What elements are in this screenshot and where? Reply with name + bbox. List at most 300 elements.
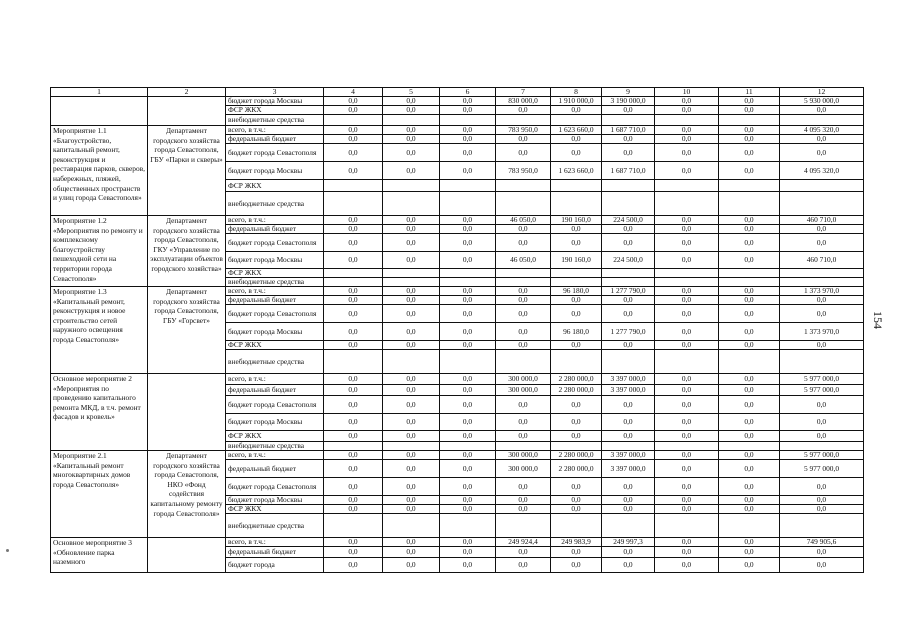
amount-cell: 0,0 bbox=[383, 431, 440, 442]
amount-cell: 0,0 bbox=[719, 126, 780, 135]
amount-cell: 0,0 bbox=[440, 144, 496, 162]
amount-cell: 0,0 bbox=[780, 234, 864, 252]
amount-cell: 0,0 bbox=[440, 216, 496, 225]
amount-cell: 0,0 bbox=[324, 126, 383, 135]
amount-cell bbox=[780, 442, 864, 451]
amount-cell bbox=[383, 269, 440, 278]
amount-cell: 0,0 bbox=[496, 135, 551, 144]
amount-cell: 0,0 bbox=[602, 496, 655, 505]
column-number: 4 bbox=[324, 88, 383, 97]
funding-source: бюджет города Москвы bbox=[226, 252, 324, 269]
amount-cell: 5 977 000,0 bbox=[780, 374, 864, 385]
amount-cell: 0,0 bbox=[655, 341, 719, 350]
amount-cell: 0,0 bbox=[496, 144, 551, 162]
amount-cell: 0,0 bbox=[440, 547, 496, 558]
amount-cell: 0,0 bbox=[440, 478, 496, 496]
amount-cell: 0,0 bbox=[655, 287, 719, 296]
amount-cell: 0,0 bbox=[551, 106, 602, 115]
amount-cell bbox=[719, 278, 780, 287]
amount-cell: 0,0 bbox=[655, 162, 719, 180]
amount-cell: 0,0 bbox=[440, 323, 496, 341]
amount-cell: 0,0 bbox=[655, 505, 719, 514]
amount-cell: 1 373 970,0 bbox=[780, 287, 864, 296]
amount-cell: 0,0 bbox=[655, 496, 719, 505]
amount-cell: 0,0 bbox=[324, 414, 383, 431]
amount-cell bbox=[324, 192, 383, 216]
amount-cell: 0,0 bbox=[440, 126, 496, 135]
amount-cell: 0,0 bbox=[496, 323, 551, 341]
amount-cell: 249 997,3 bbox=[602, 538, 655, 547]
funding-source: бюджет города Севастополя bbox=[226, 396, 324, 414]
amount-cell: 3 397 000,0 bbox=[602, 451, 655, 460]
amount-cell: 783 950,0 bbox=[496, 126, 551, 135]
amount-cell: 0,0 bbox=[383, 252, 440, 269]
column-number: 2 bbox=[148, 88, 226, 97]
amount-cell: 460 710,0 bbox=[780, 216, 864, 225]
amount-cell: 0,0 bbox=[719, 97, 780, 106]
budget-table bbox=[50, 87, 864, 573]
funding-source: ФСР ЖКХ bbox=[226, 505, 324, 514]
funding-source: бюджет города Москвы bbox=[226, 414, 324, 431]
amount-cell: 5 977 000,0 bbox=[780, 451, 864, 460]
amount-cell: 0,0 bbox=[383, 135, 440, 144]
measure-name bbox=[51, 97, 148, 126]
table-row bbox=[51, 97, 864, 106]
funding-source: внебюджетные средства bbox=[226, 514, 324, 538]
amount-cell bbox=[324, 350, 383, 374]
amount-cell: 0,0 bbox=[655, 558, 719, 573]
amount-cell: 0,0 bbox=[383, 505, 440, 514]
amount-cell: 0,0 bbox=[780, 135, 864, 144]
amount-cell: 0,0 bbox=[440, 505, 496, 514]
funding-source: всего, в т.ч.: bbox=[226, 451, 324, 460]
funding-source: бюджет города Севастополя bbox=[226, 234, 324, 252]
funding-source: всего, в т.ч.: bbox=[226, 374, 324, 385]
amount-cell: 300 000,0 bbox=[496, 460, 551, 478]
amount-cell: 0,0 bbox=[719, 496, 780, 505]
amount-cell: 0,0 bbox=[551, 505, 602, 514]
amount-cell: 0,0 bbox=[655, 296, 719, 305]
amount-cell: 3 190 000,0 bbox=[602, 97, 655, 106]
amount-cell: 0,0 bbox=[719, 106, 780, 115]
amount-cell bbox=[780, 514, 864, 538]
funding-source: всего, в т.ч.: bbox=[226, 216, 324, 225]
amount-cell: 0,0 bbox=[383, 460, 440, 478]
amount-cell: 0,0 bbox=[324, 385, 383, 396]
amount-cell: 0,0 bbox=[551, 296, 602, 305]
amount-cell: 46 050,0 bbox=[496, 216, 551, 225]
funding-source: внебюджетные средства bbox=[226, 350, 324, 374]
amount-cell: 0,0 bbox=[383, 225, 440, 234]
amount-cell: 0,0 bbox=[324, 505, 383, 514]
amount-cell: 0,0 bbox=[440, 135, 496, 144]
column-number: 8 bbox=[551, 88, 602, 97]
amount-cell bbox=[719, 442, 780, 451]
amount-cell: 0,0 bbox=[719, 414, 780, 431]
amount-cell: 0,0 bbox=[602, 234, 655, 252]
amount-cell: 0,0 bbox=[383, 385, 440, 396]
amount-cell: 0,0 bbox=[780, 558, 864, 573]
amount-cell: 0,0 bbox=[655, 234, 719, 252]
amount-cell: 0,0 bbox=[602, 225, 655, 234]
amount-cell bbox=[655, 442, 719, 451]
amount-cell: 0,0 bbox=[719, 144, 780, 162]
amount-cell bbox=[496, 269, 551, 278]
amount-cell: 0,0 bbox=[496, 396, 551, 414]
amount-cell bbox=[780, 269, 864, 278]
amount-cell: 0,0 bbox=[440, 341, 496, 350]
amount-cell: 0,0 bbox=[496, 547, 551, 558]
amount-cell: 0,0 bbox=[655, 547, 719, 558]
amount-cell: 0,0 bbox=[324, 323, 383, 341]
amount-cell: 0,0 bbox=[440, 305, 496, 323]
amount-cell: 0,0 bbox=[383, 396, 440, 414]
amount-cell: 1 623 660,0 bbox=[551, 126, 602, 135]
amount-cell: 0,0 bbox=[655, 478, 719, 496]
amount-cell: 0,0 bbox=[719, 374, 780, 385]
amount-cell bbox=[383, 278, 440, 287]
funding-source: ФСР ЖКХ bbox=[226, 180, 324, 192]
amount-cell bbox=[655, 180, 719, 192]
amount-cell: 0,0 bbox=[324, 252, 383, 269]
amount-cell bbox=[655, 192, 719, 216]
amount-cell: 0,0 bbox=[383, 538, 440, 547]
amount-cell bbox=[383, 192, 440, 216]
budget-table-sheet bbox=[50, 87, 863, 573]
funding-source: внебюджетные средства bbox=[226, 115, 324, 126]
column-number: 5 bbox=[383, 88, 440, 97]
amount-cell: 4 095 320,0 bbox=[780, 126, 864, 135]
amount-cell: 0,0 bbox=[655, 225, 719, 234]
amount-cell: 0,0 bbox=[440, 431, 496, 442]
amount-cell: 0,0 bbox=[324, 234, 383, 252]
amount-cell bbox=[324, 514, 383, 538]
amount-cell: 0,0 bbox=[324, 287, 383, 296]
table-row bbox=[51, 451, 864, 460]
amount-cell: 0,0 bbox=[496, 296, 551, 305]
amount-cell: 0,0 bbox=[719, 323, 780, 341]
amount-cell bbox=[440, 350, 496, 374]
funding-source: бюджет города Москвы bbox=[226, 97, 324, 106]
amount-cell: 5 977 000,0 bbox=[780, 460, 864, 478]
amount-cell: 5 977 000,0 bbox=[780, 385, 864, 396]
amount-cell: 0,0 bbox=[440, 414, 496, 431]
amount-cell: 0,0 bbox=[324, 305, 383, 323]
scan-dot bbox=[6, 549, 9, 552]
amount-cell: 0,0 bbox=[719, 431, 780, 442]
amount-cell: 0,0 bbox=[655, 538, 719, 547]
funding-source: внебюджетные средства bbox=[226, 278, 324, 287]
amount-cell: 0,0 bbox=[440, 558, 496, 573]
amount-cell: 0,0 bbox=[383, 478, 440, 496]
amount-cell: 3 397 000,0 bbox=[602, 460, 655, 478]
amount-cell: 0,0 bbox=[440, 460, 496, 478]
amount-cell: 0,0 bbox=[496, 496, 551, 505]
amount-cell bbox=[440, 115, 496, 126]
amount-cell: 0,0 bbox=[496, 414, 551, 431]
amount-cell bbox=[383, 442, 440, 451]
amount-cell: 2 280 000,0 bbox=[551, 451, 602, 460]
amount-cell: 0,0 bbox=[780, 225, 864, 234]
amount-cell: 0,0 bbox=[324, 144, 383, 162]
amount-cell: 0,0 bbox=[496, 478, 551, 496]
amount-cell: 0,0 bbox=[496, 305, 551, 323]
amount-cell: 0,0 bbox=[655, 414, 719, 431]
funding-source: бюджет города Севастополя bbox=[226, 144, 324, 162]
amount-cell: 0,0 bbox=[719, 287, 780, 296]
amount-cell bbox=[496, 350, 551, 374]
amount-cell: 0,0 bbox=[655, 374, 719, 385]
amount-cell bbox=[383, 514, 440, 538]
amount-cell: 1 277 790,0 bbox=[602, 323, 655, 341]
amount-cell: 0,0 bbox=[324, 547, 383, 558]
amount-cell: 0,0 bbox=[496, 106, 551, 115]
executor: Департамент городского хозяйства города Севастополя, ГБУ «Горсвет» bbox=[148, 287, 226, 374]
funding-source: федеральный бюджет bbox=[226, 135, 324, 144]
amount-cell: 3 397 000,0 bbox=[602, 374, 655, 385]
amount-cell bbox=[780, 192, 864, 216]
amount-cell: 0,0 bbox=[324, 460, 383, 478]
amount-cell: 300 000,0 bbox=[496, 385, 551, 396]
amount-cell: 0,0 bbox=[655, 396, 719, 414]
table-row bbox=[51, 287, 864, 296]
amount-cell: 0,0 bbox=[440, 451, 496, 460]
amount-cell: 0,0 bbox=[383, 296, 440, 305]
amount-cell: 0,0 bbox=[551, 414, 602, 431]
funding-source: всего, в т.ч.: bbox=[226, 126, 324, 135]
amount-cell bbox=[602, 350, 655, 374]
amount-cell: 0,0 bbox=[324, 538, 383, 547]
amount-cell: 0,0 bbox=[551, 547, 602, 558]
amount-cell: 1 373 970,0 bbox=[780, 323, 864, 341]
amount-cell: 0,0 bbox=[551, 396, 602, 414]
executor bbox=[148, 538, 226, 573]
amount-cell: 0,0 bbox=[496, 225, 551, 234]
executor bbox=[148, 374, 226, 451]
amount-cell: 0,0 bbox=[383, 305, 440, 323]
amount-cell: 0,0 bbox=[719, 341, 780, 350]
amount-cell bbox=[602, 269, 655, 278]
measure-name: Основное мероприятие 3 «Обновление парка наземного bbox=[51, 538, 148, 573]
amount-cell bbox=[324, 115, 383, 126]
amount-cell: 0,0 bbox=[324, 225, 383, 234]
amount-cell: 0,0 bbox=[383, 106, 440, 115]
measure-name: Мероприятие 1.1 «Благоустройство, капитальный ремонт, реконструкция и реставрация парков, скверов, набережных, пляжей, общественных пространств и улиц города Севастополя» bbox=[51, 126, 148, 216]
amount-cell: 0,0 bbox=[324, 106, 383, 115]
amount-cell: 0,0 bbox=[440, 234, 496, 252]
funding-source: ФСР ЖКХ bbox=[226, 106, 324, 115]
amount-cell bbox=[655, 514, 719, 538]
executor bbox=[148, 97, 226, 126]
amount-cell bbox=[440, 269, 496, 278]
amount-cell bbox=[496, 115, 551, 126]
amount-cell: 0,0 bbox=[655, 305, 719, 323]
amount-cell: 0,0 bbox=[496, 234, 551, 252]
amount-cell bbox=[551, 269, 602, 278]
amount-cell: 0,0 bbox=[496, 431, 551, 442]
amount-cell: 224 500,0 bbox=[602, 252, 655, 269]
amount-cell: 0,0 bbox=[780, 431, 864, 442]
funding-source: федеральный бюджет bbox=[226, 296, 324, 305]
amount-cell: 0,0 bbox=[324, 496, 383, 505]
amount-cell: 0,0 bbox=[551, 234, 602, 252]
funding-source: бюджет города Москвы bbox=[226, 323, 324, 341]
amount-cell bbox=[496, 278, 551, 287]
amount-cell: 0,0 bbox=[440, 385, 496, 396]
amount-cell: 0,0 bbox=[440, 496, 496, 505]
executor: Департамент городского хозяйства города Севастополя, ГКУ «Управление по эксплуатации объектов городского хозяйства» bbox=[148, 216, 226, 287]
funding-source: федеральный бюджет bbox=[226, 225, 324, 234]
amount-cell: 0,0 bbox=[383, 162, 440, 180]
amount-cell: 1 910 000,0 bbox=[551, 97, 602, 106]
amount-cell: 0,0 bbox=[602, 414, 655, 431]
amount-cell: 96 180,0 bbox=[551, 287, 602, 296]
amount-cell: 0,0 bbox=[780, 296, 864, 305]
amount-cell bbox=[496, 514, 551, 538]
amount-cell: 0,0 bbox=[602, 431, 655, 442]
amount-cell bbox=[551, 180, 602, 192]
amount-cell: 0,0 bbox=[719, 460, 780, 478]
amount-cell: 1 277 790,0 bbox=[602, 287, 655, 296]
funding-source: бюджет города Севастополя bbox=[226, 305, 324, 323]
amount-cell: 0,0 bbox=[383, 414, 440, 431]
table-row bbox=[51, 538, 864, 547]
column-number: 12 bbox=[780, 88, 864, 97]
amount-cell: 0,0 bbox=[719, 385, 780, 396]
amount-cell: 0,0 bbox=[324, 97, 383, 106]
amount-cell bbox=[655, 350, 719, 374]
funding-source: бюджет города Москвы bbox=[226, 162, 324, 180]
amount-cell: 1 623 660,0 bbox=[551, 162, 602, 180]
amount-cell: 0,0 bbox=[551, 558, 602, 573]
amount-cell bbox=[719, 514, 780, 538]
amount-cell bbox=[383, 180, 440, 192]
amount-cell bbox=[655, 269, 719, 278]
amount-cell bbox=[496, 180, 551, 192]
funding-source: ФСР ЖКХ bbox=[226, 341, 324, 350]
amount-cell: 0,0 bbox=[440, 396, 496, 414]
amount-cell: 190 160,0 bbox=[551, 252, 602, 269]
amount-cell: 0,0 bbox=[602, 478, 655, 496]
amount-cell: 0,0 bbox=[602, 305, 655, 323]
amount-cell: 0,0 bbox=[719, 216, 780, 225]
amount-cell: 0,0 bbox=[440, 287, 496, 296]
amount-cell: 0,0 bbox=[324, 162, 383, 180]
amount-cell: 0,0 bbox=[324, 431, 383, 442]
table-row bbox=[51, 216, 864, 225]
amount-cell: 0,0 bbox=[655, 451, 719, 460]
amount-cell bbox=[324, 442, 383, 451]
amount-cell bbox=[602, 180, 655, 192]
executor: Департамент городского хозяйства города Севастополя, НКО «Фонд содействия капитальному ремонту города Севастополя» bbox=[148, 451, 226, 538]
measure-name: Основное мероприятие 2 «Мероприятия по проведению капитального ремонта МКД, в т.ч. ремонт фасадов и кровель» bbox=[51, 374, 148, 451]
amount-cell: 0,0 bbox=[383, 558, 440, 573]
amount-cell bbox=[719, 269, 780, 278]
column-number: 9 bbox=[602, 88, 655, 97]
amount-cell: 0,0 bbox=[655, 252, 719, 269]
amount-cell: 0,0 bbox=[496, 558, 551, 573]
amount-cell: 0,0 bbox=[780, 106, 864, 115]
table-row bbox=[51, 374, 864, 385]
measure-name: Мероприятие 1.2 «Мероприятия по ремонту и комплексному благоустройству пешеходной сети на территории города Севастополя» bbox=[51, 216, 148, 287]
amount-cell: 0,0 bbox=[496, 287, 551, 296]
amount-cell: 0,0 bbox=[551, 341, 602, 350]
amount-cell: 0,0 bbox=[383, 287, 440, 296]
amount-cell bbox=[655, 115, 719, 126]
amount-cell: 0,0 bbox=[383, 451, 440, 460]
amount-cell: 249 983,9 bbox=[551, 538, 602, 547]
funding-source: внебюджетные средства bbox=[226, 192, 324, 216]
amount-cell: 0,0 bbox=[324, 558, 383, 573]
amount-cell bbox=[780, 278, 864, 287]
funding-source: федеральный бюджет bbox=[226, 547, 324, 558]
amount-cell: 0,0 bbox=[496, 505, 551, 514]
amount-cell: 0,0 bbox=[440, 162, 496, 180]
amount-cell: 0,0 bbox=[383, 97, 440, 106]
amount-cell: 0,0 bbox=[324, 216, 383, 225]
amount-cell: 0,0 bbox=[383, 547, 440, 558]
amount-cell: 0,0 bbox=[655, 126, 719, 135]
amount-cell: 0,0 bbox=[655, 144, 719, 162]
amount-cell: 0,0 bbox=[324, 296, 383, 305]
amount-cell: 0,0 bbox=[655, 135, 719, 144]
amount-cell bbox=[551, 514, 602, 538]
amount-cell: 0,0 bbox=[780, 305, 864, 323]
amount-cell bbox=[780, 115, 864, 126]
funding-source: всего, в т.ч.: bbox=[226, 287, 324, 296]
amount-cell: 300 000,0 bbox=[496, 451, 551, 460]
amount-cell bbox=[324, 180, 383, 192]
amount-cell: 0,0 bbox=[655, 385, 719, 396]
amount-cell bbox=[719, 180, 780, 192]
amount-cell: 0,0 bbox=[383, 341, 440, 350]
amount-cell bbox=[551, 350, 602, 374]
amount-cell: 0,0 bbox=[719, 451, 780, 460]
amount-cell: 0,0 bbox=[780, 496, 864, 505]
amount-cell: 0,0 bbox=[602, 144, 655, 162]
amount-cell: 460 710,0 bbox=[780, 252, 864, 269]
amount-cell: 0,0 bbox=[602, 106, 655, 115]
amount-cell bbox=[324, 278, 383, 287]
amount-cell bbox=[440, 278, 496, 287]
column-number: 7 bbox=[496, 88, 551, 97]
amount-cell: 0,0 bbox=[440, 296, 496, 305]
amount-cell: 0,0 bbox=[719, 305, 780, 323]
amount-cell bbox=[551, 115, 602, 126]
amount-cell: 0,0 bbox=[551, 135, 602, 144]
amount-cell: 1 687 710,0 bbox=[602, 162, 655, 180]
amount-cell: 0,0 bbox=[655, 460, 719, 478]
amount-cell bbox=[496, 192, 551, 216]
amount-cell: 46 050,0 bbox=[496, 252, 551, 269]
amount-cell: 0,0 bbox=[440, 252, 496, 269]
funding-source: ФСР ЖКХ bbox=[226, 269, 324, 278]
amount-cell: 0,0 bbox=[602, 135, 655, 144]
amount-cell: 2 280 000,0 bbox=[551, 385, 602, 396]
amount-cell bbox=[551, 278, 602, 287]
amount-cell: 0,0 bbox=[383, 126, 440, 135]
amount-cell bbox=[440, 180, 496, 192]
amount-cell: 0,0 bbox=[719, 547, 780, 558]
amount-cell: 0,0 bbox=[551, 478, 602, 496]
amount-cell bbox=[383, 350, 440, 374]
amount-cell: 0,0 bbox=[551, 496, 602, 505]
amount-cell: 0,0 bbox=[719, 505, 780, 514]
amount-cell: 2 280 000,0 bbox=[551, 374, 602, 385]
amount-cell: 0,0 bbox=[440, 97, 496, 106]
funding-source: бюджет города Севастополя bbox=[226, 478, 324, 496]
amount-cell: 2 280 000,0 bbox=[551, 460, 602, 478]
